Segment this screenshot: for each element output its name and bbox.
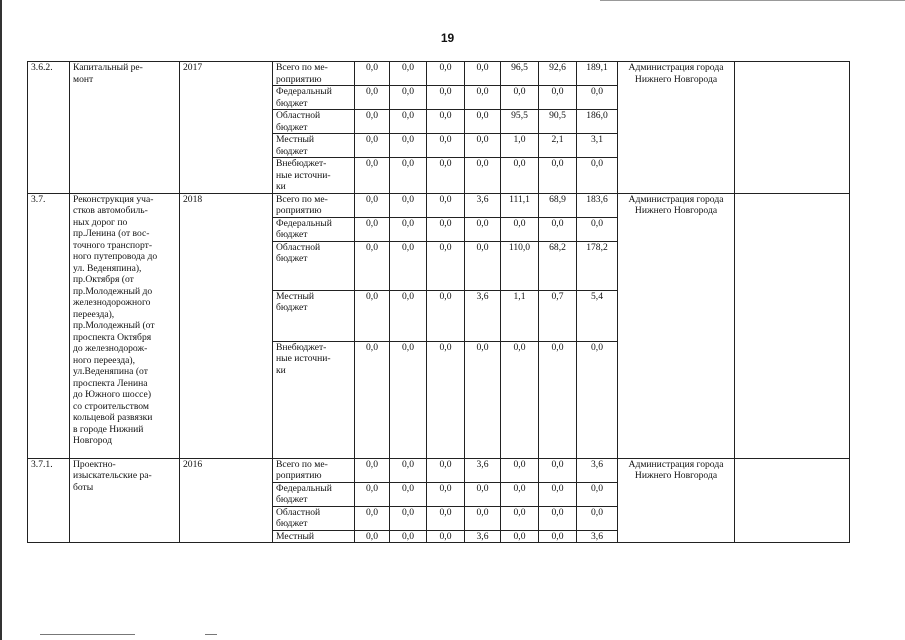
page-top-edge bbox=[600, 0, 905, 1]
amount-cell: 0,0 bbox=[390, 506, 427, 530]
amount-cell: 0,0 bbox=[501, 506, 539, 530]
amount-cell: 3,6 bbox=[465, 290, 501, 341]
measure-code-cell: 3.7.1. bbox=[28, 458, 70, 543]
amount-cell: 0,0 bbox=[390, 458, 427, 482]
amount-cell: 0,0 bbox=[390, 241, 427, 290]
program-table bbox=[27, 61, 850, 543]
amount-cell: 0,0 bbox=[501, 217, 539, 241]
amount-cell: 0,0 bbox=[427, 134, 465, 158]
funding-source-cell: Федеральный бюджет bbox=[273, 86, 355, 110]
amount-cell: 0,0 bbox=[427, 217, 465, 241]
measure-code-cell: 3.7. bbox=[28, 193, 70, 458]
amount-cell: 0,0 bbox=[390, 482, 427, 506]
amount-cell: 2,1 bbox=[539, 134, 577, 158]
amount-cell: 0,0 bbox=[427, 62, 465, 86]
amount-cell: 0,0 bbox=[355, 458, 390, 482]
amount-cell: 189,1 bbox=[577, 62, 618, 86]
funding-source-cell: Внебюджет- ные источни- ки bbox=[273, 341, 355, 458]
amount-cell: 186,0 bbox=[577, 110, 618, 134]
amount-cell: 95,5 bbox=[501, 110, 539, 134]
amount-cell: 0,0 bbox=[355, 86, 390, 110]
amount-cell: 0,0 bbox=[501, 86, 539, 110]
amount-cell: 0,0 bbox=[577, 158, 618, 194]
amount-cell: 0,0 bbox=[427, 193, 465, 217]
amount-cell: 0,0 bbox=[390, 134, 427, 158]
measure-name-cell: Реконструкция уча- стков автомобиль- ных дорог по пр.Ленина (от вос- точного транспорт- ного путепровода до ул. Веденяпина), пр.Октября (от пр.Молодежный до железнодорожного переезда), пр.Молодежный (от проспекта Октября до железнодорож- ного переезда), ул.Веденяпина (от проспекта Ленина до Южного шоссе) со строительством кольцевой развязки в городе Нижний Новгород bbox=[70, 193, 180, 458]
funding-source-cell: Внебюджет- ные источни- ки bbox=[273, 158, 355, 194]
amount-cell: 0,0 bbox=[355, 217, 390, 241]
amount-cell: 110,0 bbox=[501, 241, 539, 290]
amount-cell: 0,0 bbox=[465, 341, 501, 458]
amount-cell: 0,0 bbox=[539, 217, 577, 241]
funding-source-cell: Всего по ме- роприятию bbox=[273, 62, 355, 86]
page-left-border bbox=[0, 0, 2, 640]
amount-cell: 3,6 bbox=[577, 530, 618, 543]
amount-cell: 0,0 bbox=[355, 62, 390, 86]
amount-cell: 0,0 bbox=[390, 110, 427, 134]
amount-cell: 0,0 bbox=[427, 86, 465, 110]
amount-cell: 68,9 bbox=[539, 193, 577, 217]
amount-cell: 0,0 bbox=[355, 241, 390, 290]
amount-cell: 0,0 bbox=[355, 110, 390, 134]
amount-cell: 0,0 bbox=[577, 86, 618, 110]
amount-cell: 111,1 bbox=[501, 193, 539, 217]
amount-cell: 0,0 bbox=[390, 193, 427, 217]
funding-source-cell: Областной бюджет bbox=[273, 506, 355, 530]
amount-cell: 3,6 bbox=[465, 193, 501, 217]
amount-cell: 0,0 bbox=[465, 134, 501, 158]
amount-cell: 0,0 bbox=[501, 530, 539, 543]
amount-cell: 0,0 bbox=[355, 290, 390, 341]
amount-cell: 0,0 bbox=[355, 530, 390, 543]
amount-cell: 0,0 bbox=[427, 482, 465, 506]
amount-cell: 0,0 bbox=[539, 506, 577, 530]
amount-cell: 0,0 bbox=[427, 341, 465, 458]
amount-cell: 0,0 bbox=[539, 341, 577, 458]
funding-source-cell: Местный бюджет bbox=[273, 134, 355, 158]
amount-cell: 1,0 bbox=[501, 134, 539, 158]
amount-cell: 0,0 bbox=[501, 158, 539, 194]
amount-cell: 0,0 bbox=[390, 341, 427, 458]
amount-cell: 0,0 bbox=[390, 62, 427, 86]
amount-cell: 0,0 bbox=[427, 530, 465, 543]
amount-cell: 0,0 bbox=[465, 62, 501, 86]
funding-source-cell: Областной бюджет bbox=[273, 241, 355, 290]
measure-name-cell: Проектно- изыскательские ра- боты bbox=[70, 458, 180, 543]
empty-last-cell bbox=[735, 458, 850, 543]
amount-cell: 0,0 bbox=[465, 482, 501, 506]
amount-cell: 0,0 bbox=[465, 241, 501, 290]
amount-cell: 0,0 bbox=[539, 86, 577, 110]
measure-year-cell: 2018 bbox=[180, 193, 273, 458]
amount-cell: 0,0 bbox=[355, 341, 390, 458]
scan-line-mark bbox=[205, 634, 217, 635]
amount-cell: 0,0 bbox=[355, 193, 390, 217]
table-row bbox=[28, 193, 850, 217]
amount-cell: 0,0 bbox=[390, 158, 427, 194]
table-row bbox=[28, 62, 850, 86]
executor-cell: Администрация города Нижнего Новгорода bbox=[618, 62, 735, 194]
amount-cell: 0,0 bbox=[577, 482, 618, 506]
amount-cell: 0,0 bbox=[427, 506, 465, 530]
amount-cell: 96,5 bbox=[501, 62, 539, 86]
executor-cell: Администрация города Нижнего Новгорода bbox=[618, 193, 735, 458]
amount-cell: 0,0 bbox=[390, 217, 427, 241]
funding-source-cell: Федеральный бюджет bbox=[273, 217, 355, 241]
amount-cell: 0,0 bbox=[465, 158, 501, 194]
amount-cell: 3,6 bbox=[577, 458, 618, 482]
amount-cell: 0,0 bbox=[577, 217, 618, 241]
amount-cell: 0,0 bbox=[427, 158, 465, 194]
amount-cell: 5,4 bbox=[577, 290, 618, 341]
funding-source-cell: Местный бюджет bbox=[273, 290, 355, 341]
amount-cell: 0,0 bbox=[539, 530, 577, 543]
amount-cell: 0,0 bbox=[427, 290, 465, 341]
amount-cell: 0,0 bbox=[465, 110, 501, 134]
amount-cell: 0,0 bbox=[427, 241, 465, 290]
amount-cell: 0,0 bbox=[501, 482, 539, 506]
funding-source-cell: Всего по ме- роприятию bbox=[273, 193, 355, 217]
measure-name-cell: Капитальный ре- монт bbox=[70, 62, 180, 194]
amount-cell: 0,0 bbox=[390, 86, 427, 110]
funding-source-cell: Местный bbox=[273, 530, 355, 543]
amount-cell: 0,0 bbox=[465, 86, 501, 110]
amount-cell: 3,6 bbox=[465, 458, 501, 482]
amount-cell: 0,0 bbox=[355, 158, 390, 194]
amount-cell: 0,7 bbox=[539, 290, 577, 341]
table-row bbox=[28, 458, 850, 482]
amount-cell: 0,0 bbox=[355, 134, 390, 158]
funding-source-cell: Областной бюджет bbox=[273, 110, 355, 134]
empty-last-cell bbox=[735, 62, 850, 194]
amount-cell: 0,0 bbox=[501, 458, 539, 482]
amount-cell: 0,0 bbox=[427, 458, 465, 482]
amount-cell: 0,0 bbox=[539, 482, 577, 506]
amount-cell: 3,1 bbox=[577, 134, 618, 158]
amount-cell: 0,0 bbox=[539, 158, 577, 194]
amount-cell: 0,0 bbox=[390, 290, 427, 341]
amount-cell: 92,6 bbox=[539, 62, 577, 86]
amount-cell: 3,6 bbox=[465, 530, 501, 543]
amount-cell: 178,2 bbox=[577, 241, 618, 290]
amount-cell: 1,1 bbox=[501, 290, 539, 341]
amount-cell: 0,0 bbox=[501, 341, 539, 458]
amount-cell: 68,2 bbox=[539, 241, 577, 290]
amount-cell: 0,0 bbox=[539, 458, 577, 482]
page-number: 19 bbox=[440, 31, 455, 45]
amount-cell: 90,5 bbox=[539, 110, 577, 134]
amount-cell: 0,0 bbox=[427, 110, 465, 134]
measure-code-cell: 3.6.2. bbox=[28, 62, 70, 194]
funding-source-cell: Всего по ме- роприятию bbox=[273, 458, 355, 482]
amount-cell: 183,6 bbox=[577, 193, 618, 217]
scan-line-mark bbox=[40, 634, 135, 635]
measure-year-cell: 2016 bbox=[180, 458, 273, 543]
amount-cell: 0,0 bbox=[355, 482, 390, 506]
empty-last-cell bbox=[735, 193, 850, 458]
executor-cell: Администрация города Нижнего Новгорода bbox=[618, 458, 735, 543]
amount-cell: 0,0 bbox=[465, 217, 501, 241]
amount-cell: 0,0 bbox=[577, 341, 618, 458]
amount-cell: 0,0 bbox=[355, 506, 390, 530]
amount-cell: 0,0 bbox=[577, 506, 618, 530]
measure-year-cell: 2017 bbox=[180, 62, 273, 194]
amount-cell: 0,0 bbox=[390, 530, 427, 543]
funding-source-cell: Федеральный бюджет bbox=[273, 482, 355, 506]
amount-cell: 0,0 bbox=[465, 506, 501, 530]
